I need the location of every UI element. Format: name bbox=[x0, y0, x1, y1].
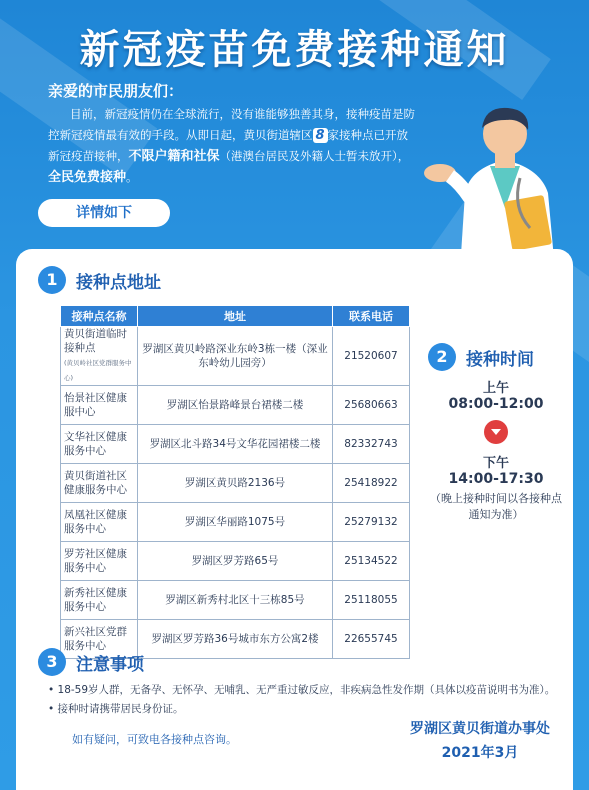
site-count-badge: 8 bbox=[313, 128, 328, 143]
phone-cell: 82332743 bbox=[333, 425, 410, 464]
phone-cell: 22655745 bbox=[333, 620, 410, 659]
phone-cell: 21520607 bbox=[333, 327, 410, 386]
section-number: 2 bbox=[428, 343, 456, 371]
address-cell: 罗湖区新秀村北区十三栋85号 bbox=[138, 581, 333, 620]
doctor-illustration bbox=[420, 98, 589, 270]
chevron-down-icon bbox=[484, 420, 508, 444]
morning-time: 08:00-12:00 bbox=[448, 396, 544, 412]
section-notes-heading bbox=[38, 648, 144, 676]
issuing-office: 罗湖区黄贝街道办事处 bbox=[410, 721, 550, 737]
site-name-cell: 新秀社区健康服务中心 bbox=[61, 581, 138, 620]
site-name-cell: 罗芳社区健康服务中心 bbox=[61, 542, 138, 581]
sites-table bbox=[60, 305, 410, 659]
greeting: 亲爱的市民朋友们： bbox=[48, 82, 184, 100]
address-cell: 罗湖区怡景路峰景台裙楼二楼 bbox=[138, 386, 333, 425]
details-button[interactable]: 详情如下 bbox=[38, 199, 170, 227]
section-number: 1 bbox=[38, 266, 66, 294]
intro-text-4: 。 bbox=[126, 170, 138, 184]
page-title: 新冠疫苗免费接种通知 bbox=[79, 27, 510, 73]
address-cell: 罗湖区罗芳路65号 bbox=[138, 542, 333, 581]
site-name-cell: 黄贝街道社区健康服务中心 bbox=[61, 464, 138, 503]
issue-date: 2021年3月 bbox=[441, 745, 519, 761]
section-number: 3 bbox=[38, 648, 66, 676]
intro-text-2: 家接种点已开放新冠疫苗接种， bbox=[48, 128, 409, 163]
table-row bbox=[61, 464, 410, 503]
address-cell: 罗湖区罗芳路36号城市东方公寓2楼 bbox=[138, 620, 333, 659]
afternoon-label: 下午 bbox=[482, 456, 509, 471]
section-title: 注意事项 bbox=[76, 654, 144, 675]
list-item: • 18-59岁人群，无备孕、无怀孕、无哺乳、无严重过敏反应，非疾病急性发作期（具体以疫苗说明书为准）。 bbox=[48, 684, 556, 696]
highlight-no-restriction: 不限户籍和社保 bbox=[128, 149, 220, 164]
list-item: • 接种时请携带居民身份证。 bbox=[48, 703, 184, 715]
address-cell: 罗湖区黄贝路2136号 bbox=[138, 464, 333, 503]
table-row bbox=[61, 503, 410, 542]
table-header-row bbox=[61, 306, 410, 327]
header-site-name: 接种点名称 bbox=[61, 306, 138, 327]
table-row bbox=[61, 542, 410, 581]
intro-paragraph bbox=[48, 104, 418, 188]
address-cell: 罗湖区黄贝岭路深业东岭3栋一楼（深业东岭幼儿园旁） bbox=[138, 327, 333, 386]
site-name-cell: 怡景社区健康服中心 bbox=[61, 386, 138, 425]
intro-text-1: 目前，新冠疫情仍在全球流行，没有谁能够独善其身，接种疫苗是防控新冠疫情最有效的手段。从即日起，黄贝街道辖区 bbox=[48, 107, 415, 142]
table-row bbox=[61, 327, 410, 386]
section-title: 接种点地址 bbox=[76, 272, 161, 293]
site-name-cell: 文华社区健康服务中心 bbox=[61, 425, 138, 464]
evening-note: （晚上接种时间以各接种点通知为准） bbox=[430, 492, 562, 521]
table-row bbox=[61, 386, 410, 425]
address-cell: 罗湖区华丽路1075号 bbox=[138, 503, 333, 542]
notes-list bbox=[48, 681, 568, 719]
site-name-cell: 凤凰社区健康服务中心 bbox=[61, 503, 138, 542]
header-address: 地址 bbox=[138, 306, 333, 327]
phone-cell: 25680663 bbox=[333, 386, 410, 425]
address-cell: 罗湖区北斗路34号文华花园裙楼二楼 bbox=[138, 425, 333, 464]
phone-cell: 25118055 bbox=[333, 581, 410, 620]
table-row bbox=[61, 581, 410, 620]
section-title: 接种时间 bbox=[466, 349, 534, 370]
footer-signature bbox=[400, 717, 560, 765]
phone-cell: 25279132 bbox=[333, 503, 410, 542]
site-name: 黄贝街道临时接种点 bbox=[64, 328, 127, 354]
highlight-free-vaccination: 全民免费接种 bbox=[48, 170, 127, 185]
site-subname: (黄贝岭社区党群服务中心) bbox=[64, 359, 132, 382]
vaccination-times bbox=[416, 377, 576, 523]
contact-note: 如有疑问，可致电各接种点咨询。 bbox=[72, 733, 237, 746]
afternoon-time: 14:00-17:30 bbox=[448, 471, 544, 487]
morning-label: 上午 bbox=[482, 381, 509, 396]
header-phone: 联系电话 bbox=[333, 306, 410, 327]
table-row bbox=[61, 425, 410, 464]
phone-cell: 25134522 bbox=[333, 542, 410, 581]
section-time-heading bbox=[428, 343, 534, 371]
site-name-cell bbox=[61, 327, 138, 386]
phone-cell: 25418922 bbox=[333, 464, 410, 503]
section-sites-heading bbox=[38, 266, 161, 294]
intro-text-3: （港澳台居民及外籍人士暂未放开）， bbox=[219, 149, 410, 163]
site-name-cell: 新兴社区党群服务中心 bbox=[61, 620, 138, 659]
